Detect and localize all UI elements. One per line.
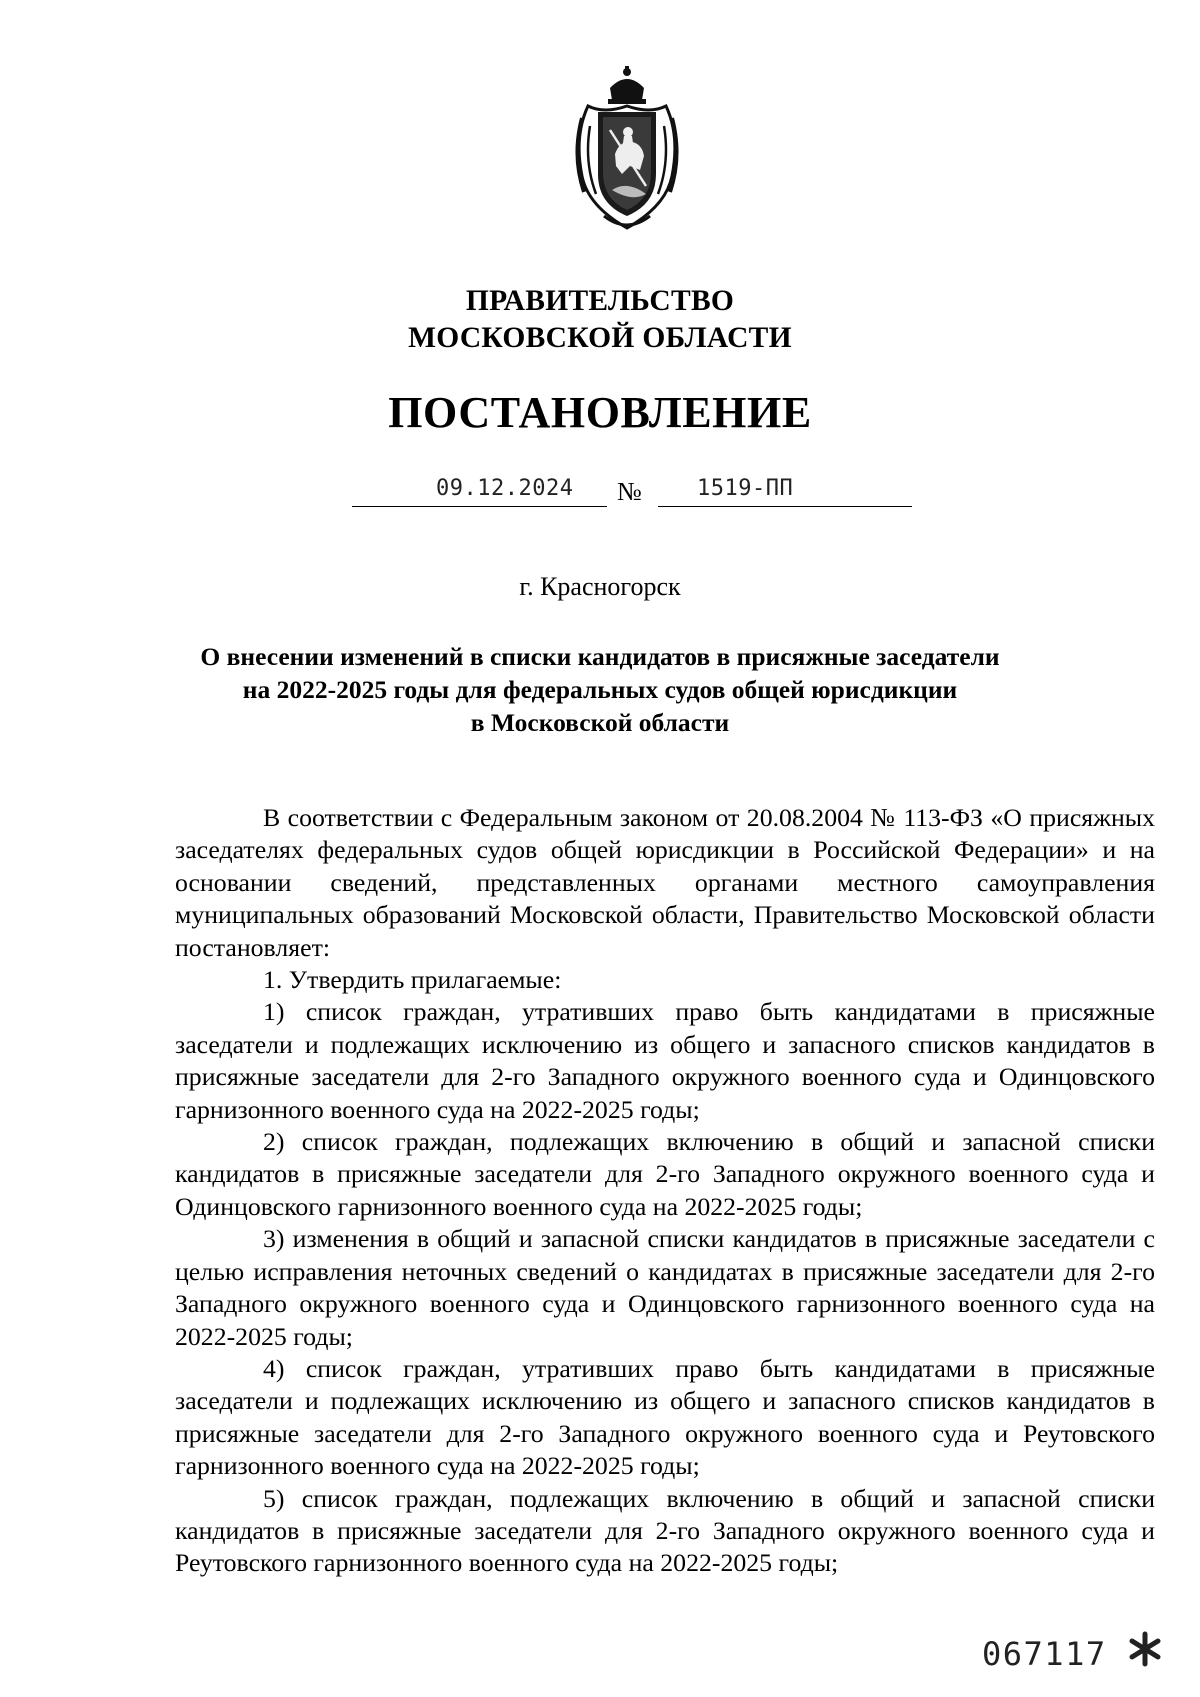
authority-name bbox=[0, 283, 1200, 357]
document-type: ПОСТАНОВЛЕНИЕ bbox=[388, 388, 812, 437]
list-item: 5) список граждан, подлежащих включению в общий и запасной списки кандидатов в присяжные заседатели для 2-го Западного окружного военного суда и Реутовского гарнизонного военного суда на 2022-2025 годы; bbox=[175, 1483, 1155, 1578]
list-item: 1) список граждан, утративших право быть кандидатами в присяжные заседатели и подлежащих исключению из общего и запасного списков кандидатов в присяжные заседатели для 2-го Западного окружного военного суда и Одинцовского гарнизонного военного суда на 2022-2025 годы; bbox=[175, 997, 1155, 1124]
coat-of-arms-icon bbox=[570, 66, 684, 234]
authority-line-2: МОСКОВСКОЙ ОБЛАСТИ bbox=[408, 322, 792, 354]
list-item: 2) список граждан, подлежащих включению в общий и запасной списки кандидатов в присяжные заседатели для 2-го Западного окружного военного суда и Одинцовского гарнизонного военного суда на 2022-2025 годы; bbox=[175, 1127, 1155, 1221]
list-item: 4) список граждан, утративших право быть кандидатами в присяжные заседатели и подлежащих исключению из общего и запасного списков кандидатов в присяжные заседатели для 2-го Западного окружного военного суда и Реутовского гарнизонного военного суда на 2022-2025 годы; bbox=[175, 1353, 1155, 1481]
clause-1: 1. Утвердить прилагаемые: bbox=[263, 965, 562, 995]
preamble-paragraph: В соответствии с Федеральным законом от 20.08.2004 № 113-ФЗ «О присяжных заседателях федеральных судов общей юрисдикции в Российской Федерации» и на основании сведений, представленных органами местного самоуправления муниципальных образований Московской области, Правительство Московской области постановляет: bbox=[175, 803, 1155, 962]
list-item: 3) изменения в общий и запасной списки кандидатов в присяжные заседатели с целью исправления неточных сведений о кандидатах в присяжные заседатели для 2-го Западного окружного военного суда и Одинцовского гарнизонного военного суда на 2022-2025 годы; bbox=[175, 1224, 1155, 1351]
authority-line-1: ПРАВИТЕЛЬСТВО bbox=[465, 285, 735, 317]
place-of-issue: г. Красногорск bbox=[519, 572, 681, 601]
document-number: 1519-ПП bbox=[697, 476, 794, 501]
document-title bbox=[0, 640, 1200, 739]
title-line-1: О внесении изменений в списки кандидатов в присяжные заседатели bbox=[200, 642, 1000, 671]
title-line-3: в Московской области bbox=[470, 708, 730, 737]
serial-number: 067117 bbox=[982, 1635, 1107, 1673]
number-sign: № bbox=[617, 477, 642, 506]
title-line-2: на 2022-2025 годы для федеральных судов общей юрисдикции bbox=[242, 675, 958, 704]
number-underline bbox=[658, 506, 912, 507]
date-underline bbox=[352, 506, 607, 507]
document-date: 09.12.2024 bbox=[436, 476, 574, 501]
document-body bbox=[175, 802, 1155, 1580]
asterisk-icon bbox=[1126, 1630, 1164, 1668]
